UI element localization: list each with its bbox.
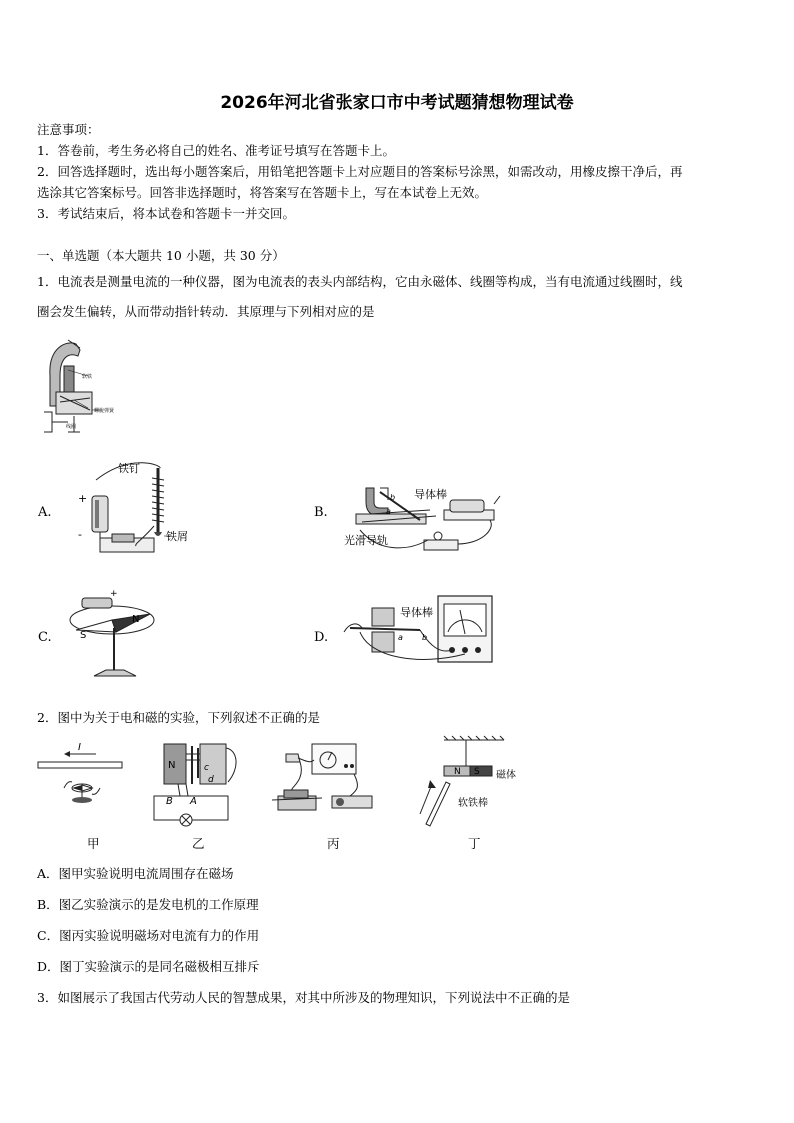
point-b-label: b bbox=[390, 493, 396, 502]
q1-option-a-figure bbox=[72, 460, 187, 560]
iron-filings-label: 铁屑 bbox=[166, 530, 188, 543]
q2-option-b[interactable]: B．图乙实验演示的是发电机的工作原理 bbox=[37, 897, 259, 912]
q2-fig-bing bbox=[270, 740, 382, 818]
notice-item-1: 1．答卷前，考生务必将自己的姓名、准考证号填写在答题卡上。 bbox=[37, 143, 395, 158]
q1-ammeter-figure bbox=[38, 336, 118, 438]
q2-stem: 2．图中为关于电和磁的实验，下列叙述不正确的是 bbox=[37, 710, 320, 725]
q1-option-a-letter[interactable]: A. bbox=[38, 505, 52, 520]
q2-option-a[interactable]: A．图甲实验说明电流周围存在磁场 bbox=[37, 866, 234, 881]
q3-stem: 3．如图展示了我国古代劳动人民的智慧成果，对其中所涉及的物理知识，下列说法中不正确的是 bbox=[37, 990, 570, 1005]
current-label: I bbox=[78, 742, 81, 753]
n-pole-label: N bbox=[132, 614, 140, 625]
b-label-yi: B bbox=[166, 796, 173, 807]
n-label-yi: N bbox=[168, 760, 176, 771]
point-b-label-d: b bbox=[422, 633, 428, 642]
page-title: 2026年河北省张家口市中考试题猜想物理试卷 bbox=[220, 93, 574, 113]
q2-option-c[interactable]: C．图丙实验说明磁场对电流有力的作用 bbox=[37, 928, 260, 943]
d-label-yi: d bbox=[208, 775, 214, 785]
notice-item-2-cont: 选涂其它答案标号。回答非选择题时，将答案写在答题卡上，写在本试卷上无效。 bbox=[37, 185, 488, 200]
q1-option-b-figure bbox=[340, 470, 515, 560]
q2-fig-ding bbox=[404, 736, 534, 826]
smooth-rail-label: 光滑导轨 bbox=[344, 534, 388, 547]
q2-option-d[interactable]: D．图丁实验演示的是同名磁极相互排斥 bbox=[37, 959, 260, 974]
caption-ding: 丁 bbox=[468, 836, 481, 851]
q1-option-b-letter[interactable]: B. bbox=[314, 505, 328, 520]
q1-option-c-figure bbox=[66, 584, 166, 684]
caption-yi: 乙 bbox=[192, 836, 205, 851]
n-label-ding: N bbox=[454, 767, 461, 777]
s-pole-label: S bbox=[80, 630, 87, 641]
a-label-yi: A bbox=[190, 796, 197, 807]
minus-sign: - bbox=[78, 528, 82, 541]
caption-jia: 甲 bbox=[87, 836, 100, 851]
conductor-rod-label-d: 导体棒 bbox=[400, 606, 433, 619]
spring-label: 螺旋弹簧 bbox=[94, 408, 115, 414]
q1-option-d-letter[interactable]: D. bbox=[314, 630, 329, 645]
coil-label: 线圈 bbox=[66, 424, 77, 430]
q2-fig-yi bbox=[148, 738, 248, 824]
q1-stem-line1: 1．电流表是测量电流的一种仪器，图为电流表的表头内部结构，它由永磁体、线圈等构成，当有电流通过线圈时，线 bbox=[37, 274, 683, 289]
c-label-yi: c bbox=[204, 763, 209, 773]
magnet-label: 磁体 bbox=[496, 770, 516, 781]
s-label-ding: S bbox=[474, 767, 480, 777]
point-a-label: a bbox=[386, 507, 391, 516]
notice-heading: 注意事项： bbox=[37, 122, 100, 137]
iron-nail-label: 铁钉 bbox=[118, 462, 140, 475]
q1-option-c-letter[interactable]: C. bbox=[38, 630, 52, 645]
soft-iron-label: 软铁棒 bbox=[458, 798, 488, 809]
iron-label: 软铁 bbox=[82, 374, 93, 380]
notice-item-2: 2．回答选择题时，选出每小题答案后，用铅笔把答题卡上对应题目的答案标号涂黑，如需改动，用橡皮擦干净后，再 bbox=[37, 164, 683, 179]
section-heading: 一、单选题（本大题共 10 小题，共 30 分） bbox=[37, 248, 285, 263]
q2-fig-jia bbox=[38, 736, 128, 806]
plus-sign: + bbox=[78, 492, 88, 505]
q1-stem-line2: 圈会发生偏转，从而带动指针转动．其原理与下列相对应的是 bbox=[37, 304, 375, 319]
notice-item-3: 3．考试结束后，将本试卷和答题卡一并交回。 bbox=[37, 206, 295, 221]
conductor-rod-label: 导体棒 bbox=[414, 488, 447, 501]
point-a-label-d: a bbox=[398, 633, 403, 642]
battery-plus-label: + bbox=[110, 589, 118, 599]
caption-bing: 丙 bbox=[327, 836, 340, 851]
q1-option-d-figure bbox=[340, 592, 500, 670]
